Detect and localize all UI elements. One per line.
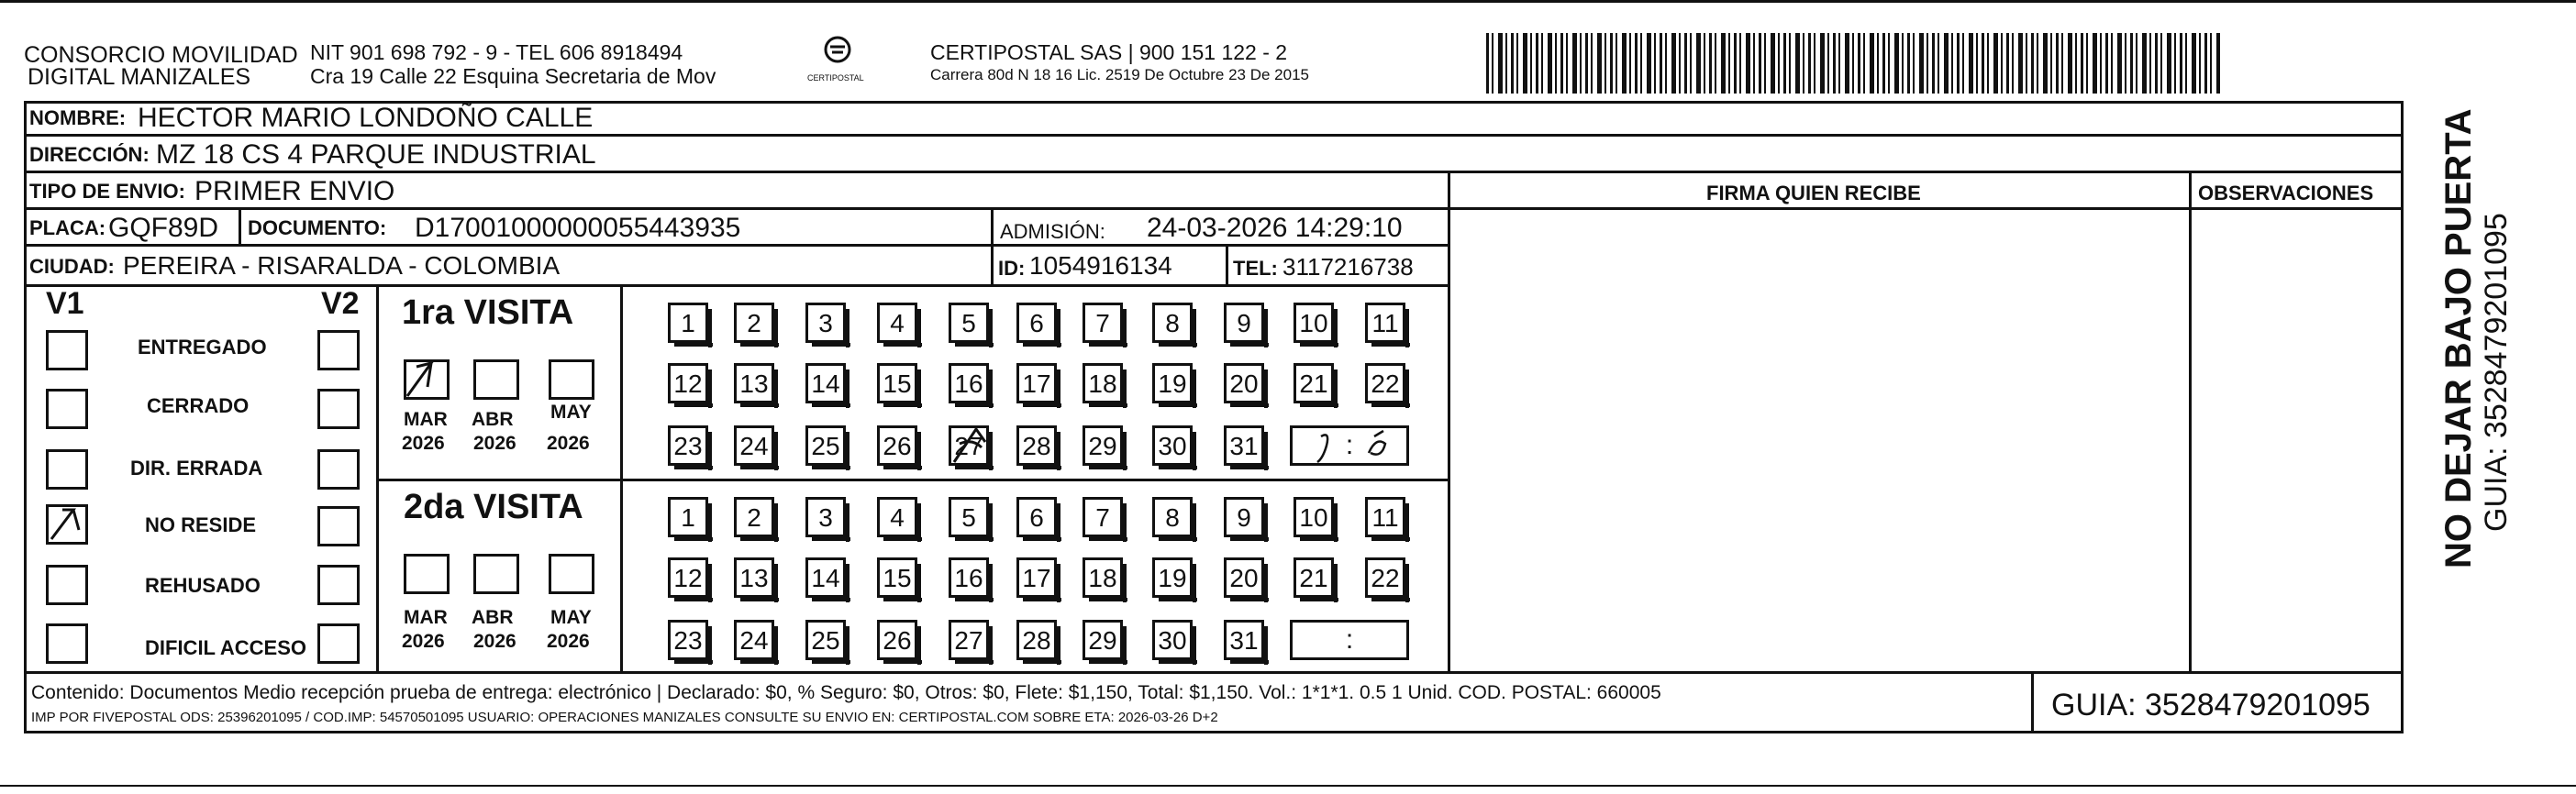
direccion-label: DIRECCIÓN: — [29, 143, 150, 166]
company-name-line2: DIGITAL MANIZALES — [28, 64, 251, 90]
second-visit-day-4-box[interactable]: 4 — [877, 497, 917, 537]
handwritten-time-icon — [1290, 425, 1409, 466]
v2-label: V2 — [321, 286, 360, 321]
first-visit-day-22-box[interactable]: 22 — [1365, 363, 1405, 403]
second-visit-day-30-box[interactable]: 30 — [1152, 620, 1193, 660]
divider — [620, 284, 623, 671]
ciudad-value: PEREIRA - RISARALDA - COLOMBIA — [123, 251, 561, 280]
nombre-label: NOMBRE: — [29, 106, 127, 129]
first-visit-day-18-box[interactable]: 18 — [1083, 363, 1123, 403]
id-value: 1054916134 — [1029, 251, 1172, 280]
second-visit-day-9-box[interactable]: 9 — [1224, 497, 1264, 537]
second-visit-time-separator: : — [1345, 624, 1354, 655]
first-visit-day-26-box[interactable]: 26 — [877, 425, 917, 466]
barcode — [1486, 33, 2220, 94]
handwritten-day-mark-icon — [949, 425, 993, 466]
first-visit-day-24-box[interactable]: 24 — [734, 425, 774, 466]
observaciones-header: OBSERVACIONES — [2198, 182, 2374, 204]
first-visit-day-7-box[interactable]: 7 — [1083, 303, 1123, 343]
second-visit-day-31-box[interactable]: 31 — [1224, 620, 1264, 660]
v2-no-reside-checkbox[interactable] — [317, 506, 360, 546]
first-visit-day-4-box[interactable]: 4 — [877, 303, 917, 343]
divider — [1226, 244, 1228, 284]
divider — [24, 171, 2404, 173]
second-visit-month-abr-box[interactable] — [473, 554, 519, 594]
first-visit-day-20-box[interactable]: 20 — [1224, 363, 1264, 403]
second-visit-month-mar-label: MAR — [404, 607, 448, 628]
second-visit-day-26-box[interactable]: 26 — [877, 620, 917, 660]
first-visit-day-21-box[interactable]: 21 — [1294, 363, 1334, 403]
second-visit-day-18-box[interactable]: 18 — [1083, 557, 1123, 598]
first-visit-day-16-box[interactable]: 16 — [949, 363, 989, 403]
first-visit-day-10-box[interactable]: 10 — [1294, 303, 1334, 343]
second-visit-year-mar: 2026 — [402, 631, 445, 652]
v2-entregado-checkbox[interactable] — [317, 330, 360, 370]
second-visit-day-11-box[interactable]: 11 — [1365, 497, 1405, 537]
first-visit-day-13-box[interactable]: 13 — [734, 363, 774, 403]
second-visit-month-may-label: MAY — [550, 607, 592, 628]
second-visit-day-19-box[interactable]: 19 — [1152, 557, 1193, 598]
first-visit-month-mar-box[interactable] — [404, 359, 450, 400]
first-visit-title: 1ra VISITA — [402, 293, 574, 332]
first-visit-day-5-box[interactable]: 5 — [949, 303, 989, 343]
status-dificil-acceso-label: DIFICIL ACCESO — [145, 636, 307, 659]
v1-entregado-checkbox[interactable] — [46, 330, 88, 370]
second-visit-day-8-box[interactable]: 8 — [1152, 497, 1193, 537]
side-guia: GUIA: 3528479201095 — [2479, 213, 2514, 532]
first-visit-day-31-box[interactable]: 31 — [1224, 425, 1264, 466]
status-entregado-label: ENTREGADO — [138, 336, 267, 358]
v2-dir-errada-checkbox[interactable] — [317, 449, 360, 490]
second-visit-day-13-box[interactable]: 13 — [734, 557, 774, 598]
first-visit-time-box[interactable] — [1290, 425, 1409, 466]
divider — [376, 284, 379, 671]
divider — [991, 207, 994, 284]
top-edge — [0, 0, 2576, 3]
direccion-value: MZ 18 CS 4 PARQUE INDUSTRIAL — [156, 139, 596, 170]
ciudad-label: CIUDAD: — [29, 255, 115, 278]
first-visit-day-30-box[interactable]: 30 — [1152, 425, 1193, 466]
v1-cerrado-checkbox[interactable] — [46, 389, 88, 429]
second-visit-day-6-box[interactable]: 6 — [1016, 497, 1057, 537]
first-visit-time-separator: : — [1345, 430, 1354, 460]
bottom-edge — [0, 785, 2576, 787]
v1-rehusado-checkbox[interactable] — [46, 565, 88, 605]
first-visit-day-9-box[interactable]: 9 — [1224, 303, 1264, 343]
second-visit-title: 2da VISITA — [404, 488, 583, 526]
footer-print-line: IMP POR FIVEPOSTAL ODS: 25396201095 / COD.IMP: 54570501095 USUARIO: OPERACIONES MANIZALES CONSULTE SU ENVIO EN: CERTIPOSTAL.COM SOBRE ETA: 2026-03-26 D+2 — [31, 710, 1218, 725]
second-visit-month-may-box[interactable] — [549, 554, 594, 594]
first-visit-day-28-box[interactable]: 28 — [1016, 425, 1057, 466]
v1-dificil-acceso-checkbox[interactable] — [46, 623, 88, 664]
documento-label: DOCUMENTO: — [248, 216, 387, 239]
second-visit-day-21-box[interactable]: 21 — [1294, 557, 1334, 598]
second-visit-day-14-box[interactable]: 14 — [805, 557, 846, 598]
status-no-reside-label: NO RESIDE — [145, 513, 257, 536]
first-visit-day-25-box[interactable]: 25 — [805, 425, 846, 466]
divider — [1448, 171, 1450, 671]
first-visit-month-abr-label: ABR — [472, 409, 514, 430]
first-visit-day-15-box[interactable]: 15 — [877, 363, 917, 403]
second-visit-day-23-box[interactable]: 23 — [668, 620, 708, 660]
tipo-envio-label: TIPO DE ENVIO: — [29, 180, 185, 203]
tel-label: TEL: — [1233, 257, 1278, 280]
certipostal-line1: CERTIPOSTAL SAS | 900 151 122 - 2 — [930, 40, 1288, 64]
v2-cerrado-checkbox[interactable] — [317, 389, 360, 429]
placa-label: PLACA: — [29, 216, 106, 239]
divider — [2189, 171, 2192, 671]
documento-value: D17001000000055443935 — [415, 213, 741, 243]
second-visit-day-27-box[interactable]: 27 — [949, 620, 989, 660]
second-visit-day-24-box[interactable]: 24 — [734, 620, 774, 660]
first-visit-month-may-box[interactable] — [549, 359, 594, 400]
second-visit-time-box[interactable] — [1290, 620, 1409, 660]
v1-label: V1 — [46, 286, 84, 321]
second-visit-month-abr-label: ABR — [472, 607, 514, 628]
handwritten-mark-icon — [404, 359, 450, 400]
first-visit-month-may-label: MAY — [550, 402, 592, 423]
second-visit-day-15-box[interactable]: 15 — [877, 557, 917, 598]
second-visit-day-1-box[interactable]: 1 — [668, 497, 708, 537]
divider — [24, 671, 2404, 674]
second-visit-year-may: 2026 — [547, 631, 590, 652]
first-visit-year-abr: 2026 — [473, 433, 516, 454]
certipostal-line2: Carrera 80d N 18 16 Lic. 2519 De Octubre 23 De 2015 — [930, 66, 1309, 83]
first-visit-month-mar-label: MAR — [404, 409, 448, 430]
first-visit-year-may: 2026 — [547, 433, 590, 454]
second-visit-day-22-box[interactable]: 22 — [1365, 557, 1405, 598]
handwritten-check-mark-icon — [46, 504, 88, 545]
first-visit-day-12-box[interactable]: 12 — [668, 363, 708, 403]
second-visit-day-10-box[interactable]: 10 — [1294, 497, 1334, 537]
second-visit-day-5-box[interactable]: 5 — [949, 497, 989, 537]
second-visit-day-3-box[interactable]: 3 — [805, 497, 846, 537]
first-visit-year-mar: 2026 — [402, 433, 445, 454]
first-visit-day-1-box[interactable]: 1 — [668, 303, 708, 343]
first-visit-day-27-box[interactable]: 27 — [949, 425, 989, 466]
nit-line: NIT 901 698 792 - 9 - TEL 606 8918494 — [310, 40, 683, 64]
first-visit-day-6-box[interactable]: 6 — [1016, 303, 1057, 343]
second-visit-day-29-box[interactable]: 29 — [1083, 620, 1123, 660]
second-visit-day-28-box[interactable]: 28 — [1016, 620, 1057, 660]
first-visit-day-3-box[interactable]: 3 — [805, 303, 846, 343]
footer-content-line: Contenido: Documentos Medio recepción prueba de entrega: electrónico | Declarado: $0, % Seguro: $0, Otros: $0, Flete: $1,150, Total: $1,150. Vol.: 1*1*1. 0.5 1 Unid. COD. POSTAL: 660005 — [31, 682, 1661, 703]
v1-dir-errada-checkbox[interactable] — [46, 449, 88, 490]
firma-header: FIRMA QUIEN RECIBE — [1706, 182, 1921, 204]
first-visit-day-19-box[interactable]: 19 — [1152, 363, 1193, 403]
nombre-value: HECTOR MARIO LONDOÑO CALLE — [138, 103, 594, 133]
divider — [239, 207, 241, 244]
first-visit-day-2-box[interactable]: 2 — [734, 303, 774, 343]
tipo-envio-value: PRIMER ENVIO — [194, 176, 395, 206]
first-visit-day-8-box[interactable]: 8 — [1152, 303, 1193, 343]
second-visit-day-12-box[interactable]: 12 — [668, 557, 708, 598]
admision-label: ADMISIÓN: — [1000, 220, 1105, 243]
divider — [24, 134, 2404, 137]
divider — [24, 284, 1448, 287]
first-visit-day-23-box[interactable]: 23 — [668, 425, 708, 466]
address-line: Cra 19 Calle 22 Esquina Secretaria de Mov — [310, 64, 716, 88]
status-cerrado-label: CERRADO — [147, 394, 250, 417]
v2-rehusado-checkbox[interactable] — [317, 565, 360, 605]
second-visit-day-25-box[interactable]: 25 — [805, 620, 846, 660]
id-label: ID: — [998, 257, 1026, 280]
placa-value: GQF89D — [108, 213, 219, 243]
second-visit-day-20-box[interactable]: 20 — [1224, 557, 1264, 598]
v1-no-reside-checkbox[interactable] — [46, 504, 88, 545]
side-warning: NO DEJAR BAJO PUERTA — [2438, 108, 2479, 568]
second-visit-month-mar-box[interactable] — [404, 554, 450, 594]
company-name-line1: CONSORCIO MOVILIDAD — [24, 42, 298, 68]
status-dir-errada-label: DIR. ERRADA — [130, 457, 263, 480]
first-visit-day-14-box[interactable]: 14 — [805, 363, 846, 403]
second-visit-day-2-box[interactable]: 2 — [734, 497, 774, 537]
divider — [376, 479, 1448, 481]
second-visit-day-17-box[interactable]: 17 — [1016, 557, 1057, 598]
second-visit-year-abr: 2026 — [473, 631, 516, 652]
first-visit-day-29-box[interactable]: 29 — [1083, 425, 1123, 466]
divider — [24, 244, 1448, 247]
second-visit-day-7-box[interactable]: 7 — [1083, 497, 1123, 537]
divider — [2031, 671, 2034, 733]
second-visit-day-16-box[interactable]: 16 — [949, 557, 989, 598]
tel-value: 3117216738 — [1282, 253, 1414, 281]
footer-guia: GUIA: 3528479201095 — [2051, 688, 2371, 722]
first-visit-day-11-box[interactable]: 11 — [1365, 303, 1405, 343]
v2-dificil-acceso-checkbox[interactable] — [317, 623, 360, 664]
first-visit-month-abr-box[interactable] — [473, 359, 519, 400]
first-visit-day-17-box[interactable]: 17 — [1016, 363, 1057, 403]
status-rehusado-label: REHUSADO — [145, 574, 261, 597]
certipostal-logo-icon — [815, 35, 861, 72]
divider — [24, 207, 2404, 210]
admision-value: 24-03-2026 14:29:10 — [1147, 213, 1403, 243]
logo-text: CERTIPOSTAL — [807, 73, 864, 83]
